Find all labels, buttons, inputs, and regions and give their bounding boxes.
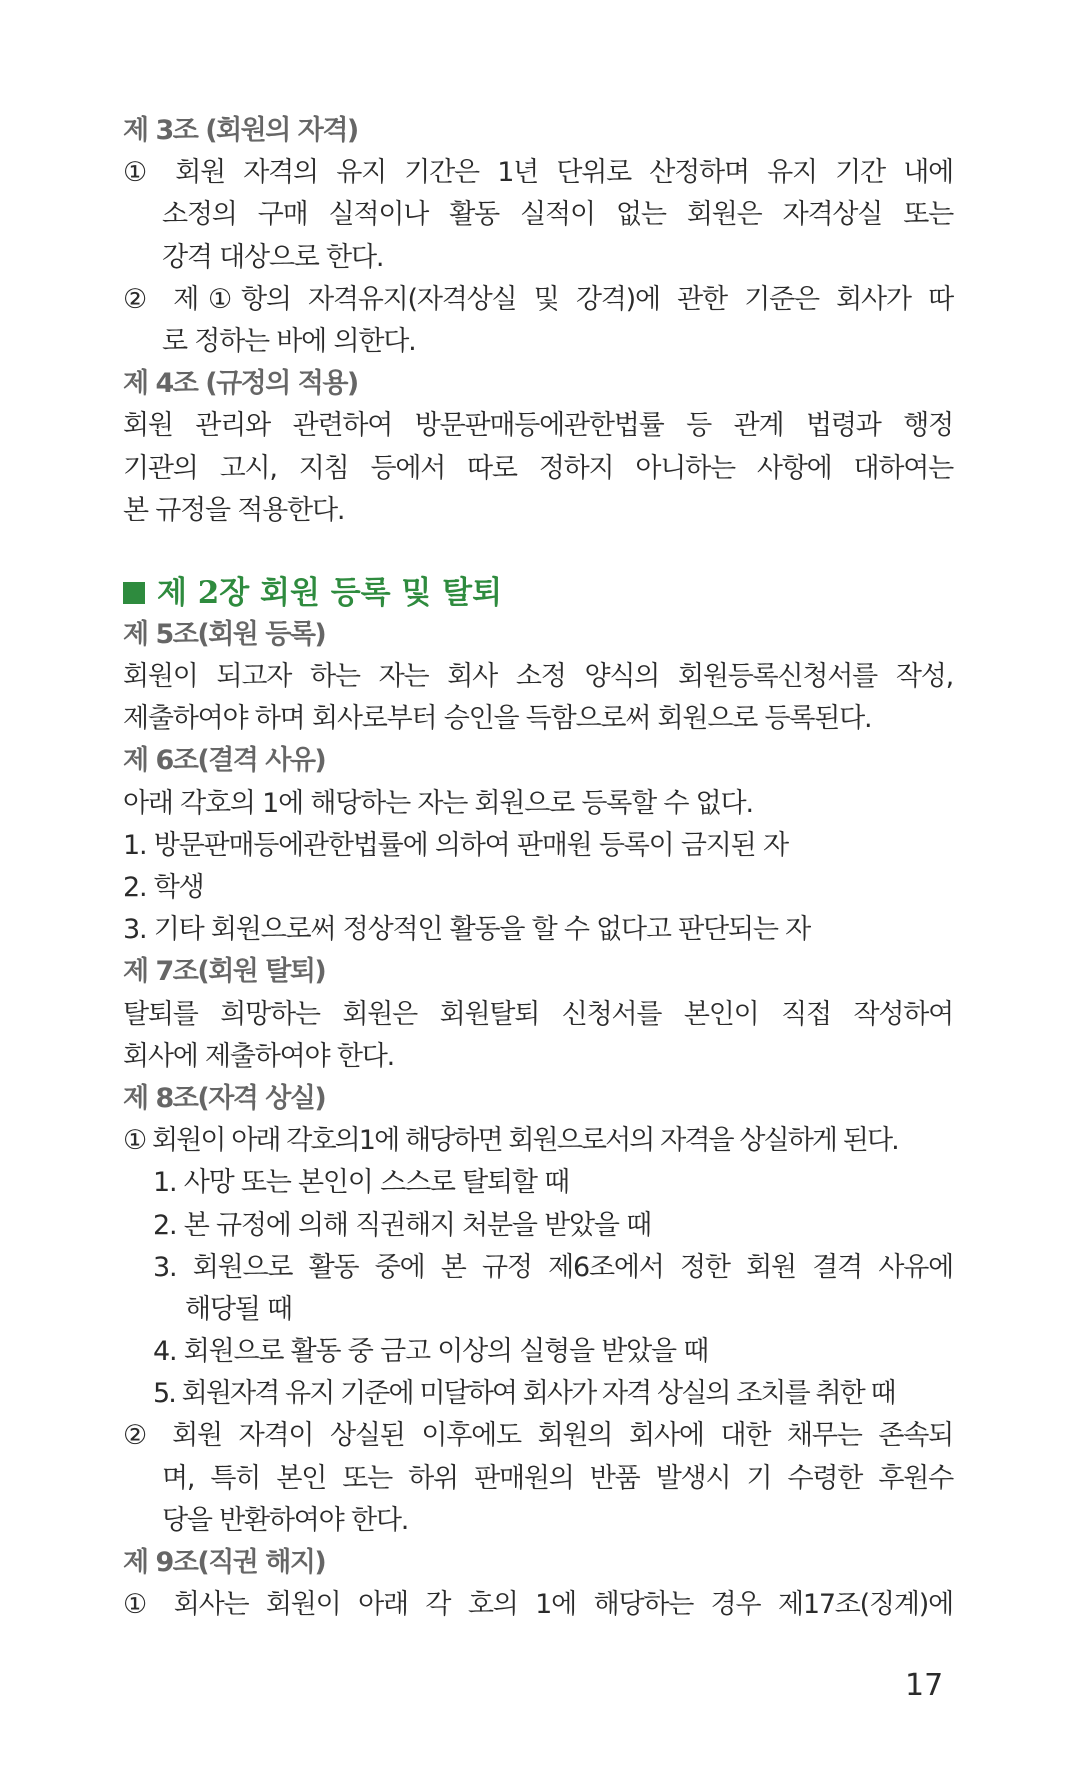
article-6-item-1: 1. 방문판매등에관한법률에 의하여 판매원 등록이 금지된 자 (123, 829, 788, 861)
article-6-item-2: 2. 학생 (123, 872, 204, 903)
article-3-para1-line3: 강격 대상으로 한다. (162, 241, 384, 273)
article-9-para1-line1: ① 회사는 회원이 아래 각 호의 1에 해당하는 경우 제17조(징계)에 (123, 1589, 953, 1621)
article-5-heading: 제 5조(회원 등록) (123, 618, 326, 650)
article-8-item-2: 2. 본 규정에 의해 직권해지 처분을 받았을 때 (153, 1209, 652, 1241)
article-8-item-1: 1. 사망 또는 본인이 스스로 탈퇴할 때 (153, 1167, 570, 1199)
article-8-item-4: 4. 회원으로 활동 중 금고 이상의 실형을 받았을 때 (153, 1336, 709, 1368)
article-7-line1: 탈퇴를 희망하는 회원은 회원탈퇴 신청서를 본인이 직접 작성하여 (123, 998, 953, 1030)
article-3-para1-line1: ① 회원 자격의 유지 기간은 1년 단위로 산정하며 유지 기간 내에 (123, 157, 953, 189)
article-8-para2-line1: ② 회원 자격이 상실된 이후에도 회원의 회사에 대한 채무는 존속되 (123, 1420, 953, 1452)
article-8-para1: ① 회원이 아래 각호의1에 해당하면 회원으로서의 자격을 상실하게 된다. (123, 1125, 898, 1157)
article-4-line2: 기관의 고시, 지침 등에서 따로 정하지 아니하는 사항에 대하여는 (123, 452, 953, 484)
chapter-2-title (123, 572, 953, 614)
article-8-item-3-line1: 3. 회원으로 활동 중에 본 규정 제6조에서 정한 회원 결격 사유에 (153, 1251, 953, 1283)
article-4-heading: 제 4조 (규정의 적용) (123, 368, 358, 400)
article-6-item-3: 3. 기타 회원으로써 정상적인 활동을 할 수 없다고 판단되는 자 (123, 914, 810, 946)
article-5-line1: 회원이 되고자 하는 자는 회사 소정 양식의 회원등록신청서를 작성, (123, 661, 953, 693)
article-8-para2-line3: 당을 반환하여야 한다. (162, 1504, 409, 1536)
article-9-heading: 제 9조(직권 해지) (123, 1547, 326, 1578)
article-3-para2-line1: ② 제①항의 자격유지(자격상실 및 강격)에 관한 기준은 회사가 따 (123, 283, 953, 315)
square-bullet-icon (123, 582, 145, 604)
section-gap (123, 532, 953, 572)
article-3-para1-line2: 소정의 구매 실적이나 활동 실적이 없는 회원은 자격상실 또는 (162, 199, 953, 231)
document-page (123, 110, 953, 1626)
article-8-heading: 제 8조(자격 상실) (123, 1082, 326, 1114)
article-8-para2-line2: 며, 특히 본인 또는 하위 판매원의 반품 발생시 기 수령한 후원수 (162, 1462, 953, 1494)
page-number: 17 (905, 1668, 944, 1703)
article-4-line1: 회원 관리와 관련하여 방문판매등에관한법률 등 관계 법령과 행정 (123, 410, 953, 442)
article-3-heading: 제 3조 (회원의 자격) (123, 115, 358, 146)
article-3-para2-line2: 로 정하는 바에 의한다. (162, 325, 416, 357)
chapter-2-title-text: 제 2장 회원 등록 및 탈퇴 (157, 574, 503, 611)
article-4-line3: 본 규정을 적용한다. (123, 494, 345, 526)
article-7-heading: 제 7조(회원 탈퇴) (123, 956, 326, 988)
article-6-intro: 아래 각호의 1에 해당하는 자는 회원으로 등록할 수 없다. (123, 787, 753, 819)
article-8-item-3-line2: 해당될 때 (185, 1293, 292, 1325)
article-6-heading: 제 6조(결격 사유) (123, 745, 326, 777)
article-7-line2: 회사에 제출하여야 한다. (123, 1040, 394, 1072)
article-8-item-5: 5. 회원자격 유지 기준에 미달하여 회사가 자격 상실의 조치를 취한 때 (153, 1378, 895, 1410)
article-5-line2: 제출하여야 하며 회사로부터 승인을 득함으로써 회원으로 등록된다. (123, 703, 872, 735)
